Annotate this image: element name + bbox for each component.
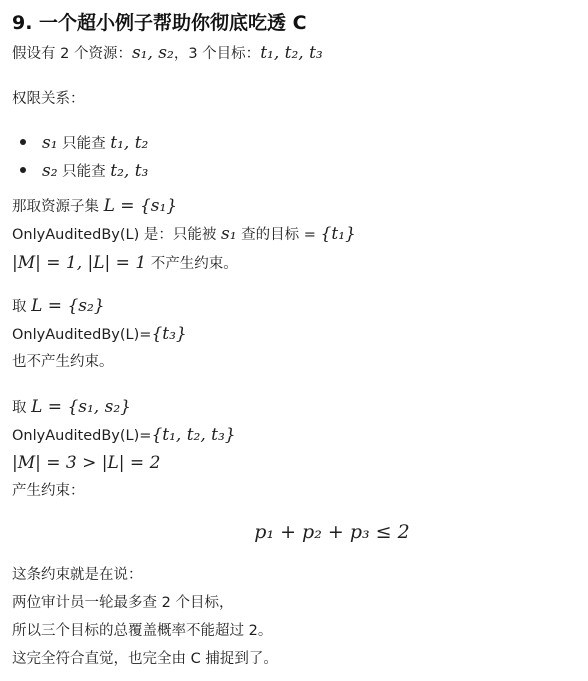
case3-line2: OnlyAuditedBy(L)={t₁, t₂, t₃} [12,425,236,445]
bullet-icon [20,139,26,145]
section-heading: 9. 一个超小例子帮助你彻底吃透 C [12,12,307,34]
resources-math: s₁, s₂ [131,43,174,63]
conclusion-line: 这条约束就是在说： [12,567,143,583]
case2-line1: 取 L = {s₂} [12,296,105,316]
case1-line3: |M| = 1, |L| = 1 不产生约束。 [12,253,238,273]
intro-line: 假设有 2 个资源：s₁, s₂，3 个目标：t₁, t₂, t₃ [12,43,323,63]
permissions-label: 权限关系： [12,91,85,107]
bullet-icon [20,167,26,173]
list-item: s₁ 只能查 t₁, t₂ [20,132,148,155]
case1-line1: 那取资源子集 L = {s₁} [12,196,178,216]
conclusion-line: 两位审计员一轮最多查 2 个目标， [12,595,234,611]
list-item: s₂ 只能查 t₂, t₃ [20,160,148,183]
case3-line3: |M| = 3 > |L| = 2 [12,453,161,473]
case3-line1: 取 L = {s₁, s₂} [12,397,131,417]
targets-math: t₁, t₂, t₃ [260,43,323,63]
case1-line2: OnlyAuditedBy(L) 是：只能被 s₁ 查的目标 = {t₁} [12,224,356,244]
constraint-equation: p₁ + p₂ + p₃ ≤ 2 [254,521,410,543]
conclusion-line: 这完全符合直觉，也完全由 C 捕捉到了。 [12,651,278,667]
case3-line4: 产生约束： [12,483,85,499]
case2-line3: 也不产生约束。 [12,354,114,370]
case2-line2: OnlyAuditedBy(L)={t₃} [12,324,187,344]
conclusion-line: 所以三个目标的总覆盖概率不能超过 2。 [12,623,273,639]
